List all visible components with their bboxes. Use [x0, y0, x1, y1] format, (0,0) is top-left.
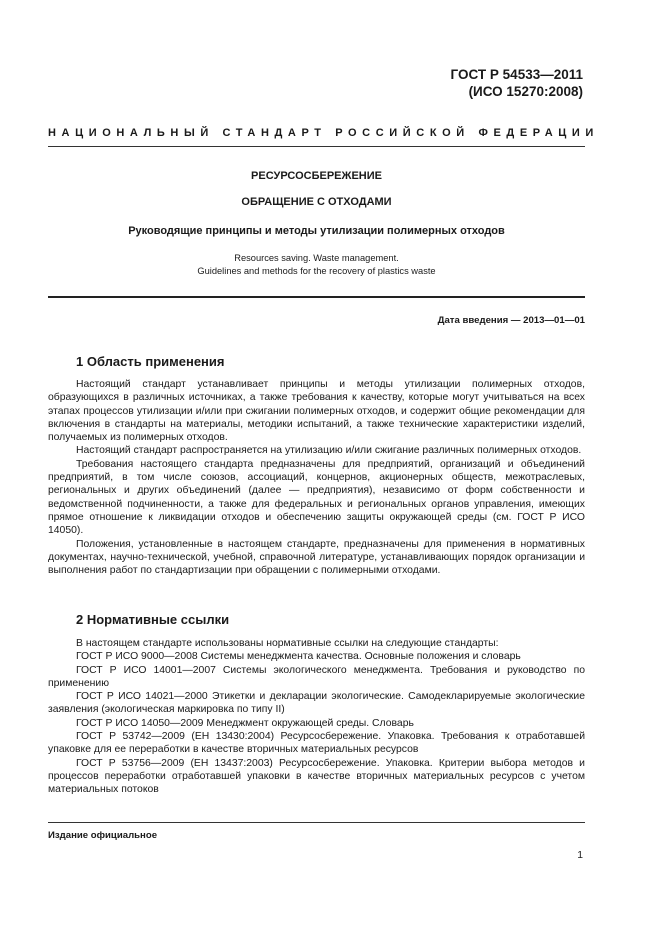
reference-item: ГОСТ Р ИСО 14021—2000 Этикетки и декларации экологические. Самодекларируемые экологические заявления (экологическая маркировка по типу II) [48, 691, 585, 716]
english-title [48, 252, 585, 278]
title-line-2: ОБРАЩЕНИЕ С ОТХОДАМИ [241, 196, 392, 208]
section-2-heading: 2 Нормативные ссылки [76, 612, 230, 627]
top-divider [48, 146, 585, 147]
section-1-paragraph-4: Положения, установленные в настоящем стандарте, предназначены для применения в нормативных документах, научно-технической, учебной, справочной литературе, устанавливающих порядок организации и выполнения работ по стандартизации при обращении с полимерными отходами. [48, 538, 585, 577]
section-1-paragraph-1: Настоящий стандарт устанавливает принципы и методы утилизации полимерных отходов, образующихся в различных источниках, а также требования к качеству, которые могут учитываться на всех этапах процессов утилизации и/или при сжигании полимерных отходов, и содержит общие рекомендации для включения в стандарты на материалы, методики испытаний, а также технические характеристики изделий, получаемых из полимерных отходов. [48, 379, 585, 444]
title-line-3: Руководящие принципы и методы утилизации полимерных отходов [128, 225, 505, 237]
reference-item: ГОСТ Р ИСО 9000—2008 Системы менеджмента качества. Основные положения и словарь [76, 651, 521, 663]
title-line-1: РЕСУРСОСБЕРЕЖЕНИЕ [251, 170, 382, 182]
introduction-date: Дата введения — 2013—01—01 [437, 315, 585, 326]
reference-item: ГОСТ Р 53756—2009 (ЕН 13437:2003) Ресурсосбережение. Упаковка. Критерии выбора методов и процессов переработки отработавшей упаковки в качестве вторичных материальных ресурсов с учетом материальных потоков [48, 757, 585, 796]
reference-item: ГОСТ Р ИСО 14001—2007 Системы экологического менеджмента. Требования и руководство по применению [48, 664, 585, 689]
section-1-heading: 1 Область применения [76, 354, 225, 369]
english-title-line-1: Resources saving. Waste management. [234, 253, 399, 263]
document-designation [451, 66, 583, 100]
edition-label: Издание официальное [48, 830, 158, 841]
gost-number: ГОСТ Р 54533—2011 [450, 67, 583, 82]
reference-item: ГОСТ Р ИСО 14050—2009 Менеджмент окружающей среды. Словарь [76, 717, 414, 729]
section-2-intro: В настоящем стандарте использованы нормативные ссылки на следующие стандарты: [76, 638, 499, 649]
national-standard-caption: НАЦИОНАЛЬНЫЙ СТАНДАРТ РОССИЙСКОЙ ФЕДЕРАЦИИ [48, 127, 599, 139]
section-2-body [48, 637, 585, 797]
section-1-paragraph-2: Настоящий стандарт распространяется на утилизацию и/или сжигание различных полимерных отходов. [76, 445, 582, 457]
section-1-paragraph-3: Требования настоящего стандарта предназначены для предприятий, организаций и объединений предприятий, в том числе союзов, ассоциаций, концернов, акционерных обществ, межотраслевых, региональных и других объединений (далее — предприятия), независимо от форм собственности и ведомственной подчиненности, а также для федеральных и региональных органов управления, имеющих прямое отношение к ликвидации отходов и обеспечению защиты окружающей среды (см. ГОСТ Р ИСО 14050). [48, 458, 585, 537]
footer-divider [48, 822, 585, 823]
section-1-body [48, 378, 585, 577]
reference-item: ГОСТ Р 53742—2009 (ЕН 13430:2004) Ресурсосбережение. Упаковка. Требования к отработавшей упаковке для ее переработки в качестве вторичных материальных ресурсов [48, 731, 585, 756]
iso-number: (ИСО 15270:2008) [468, 84, 583, 99]
english-title-line-2: Guidelines and methods for the recovery of plastics waste [197, 266, 436, 276]
page-number: 1 [577, 850, 583, 861]
title-divider [48, 296, 585, 298]
